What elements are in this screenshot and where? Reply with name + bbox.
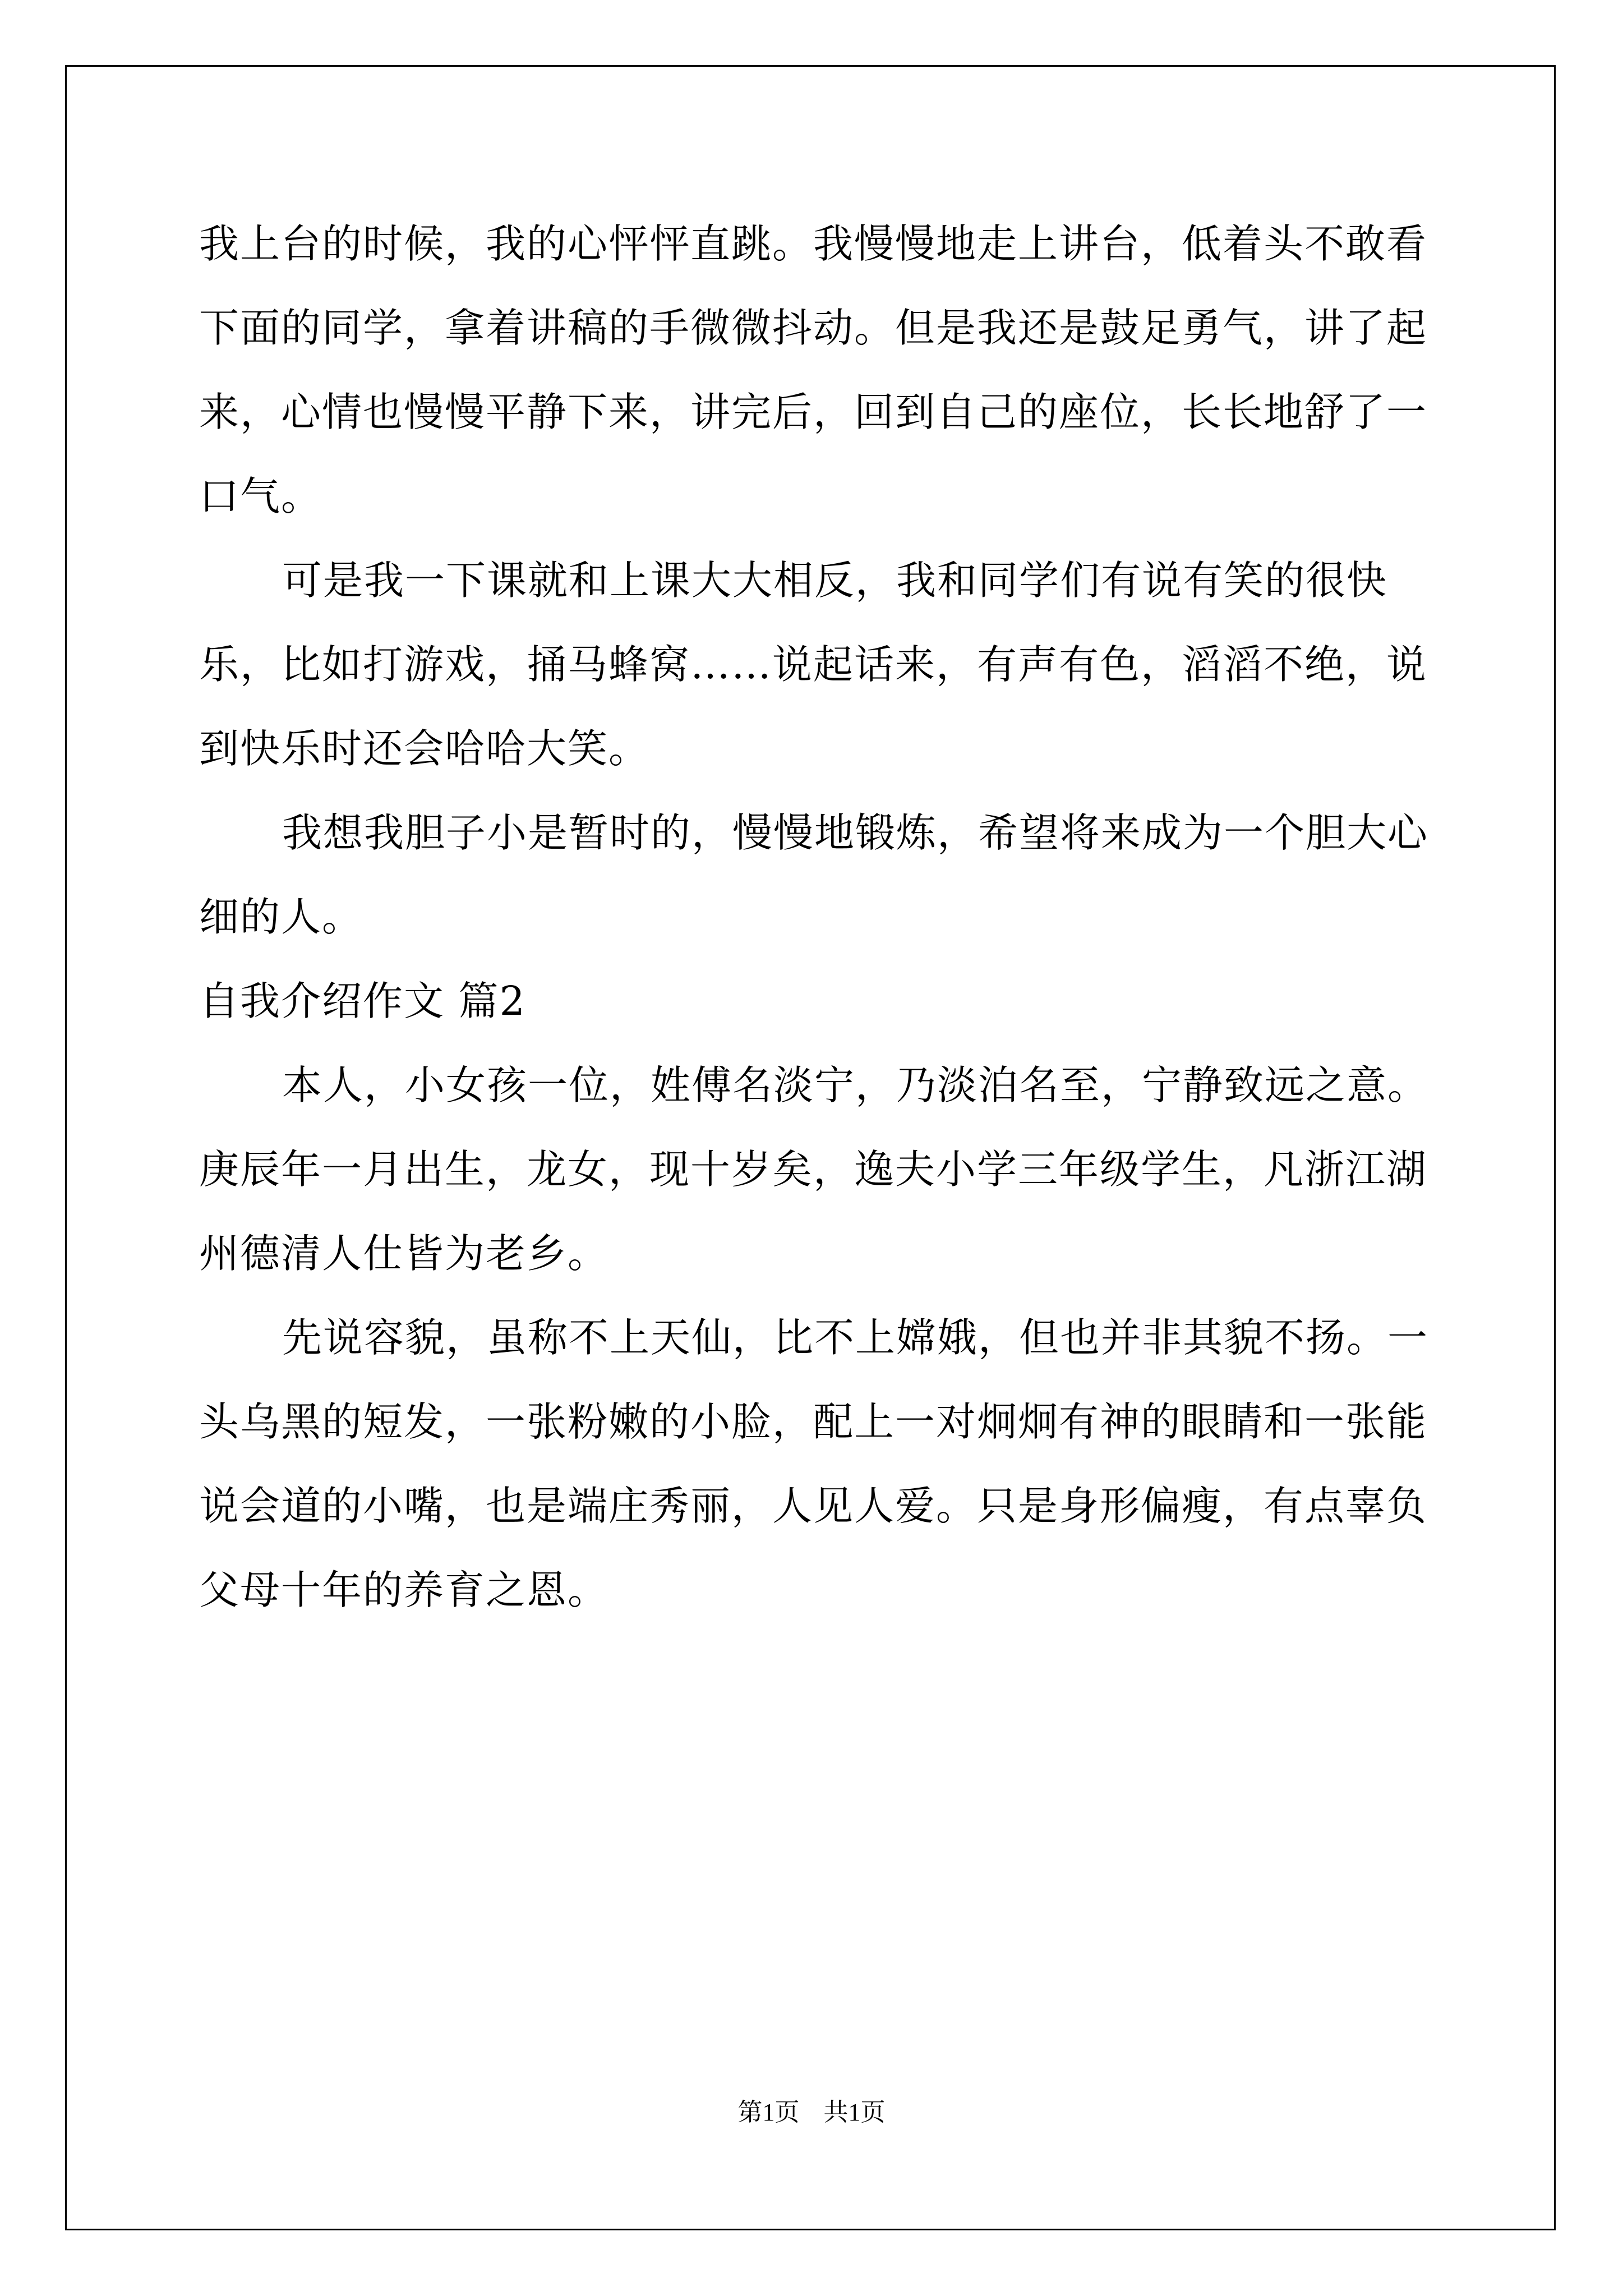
document-body (199, 202, 1438, 1632)
paragraph: 先说容貌，虽称不上天仙，比不上嫦娥，但也并非其貌不扬。一头乌黑的短发，一张粉嫩的小脸，配上一对炯炯有神的眼睛和一张能说会道的小嘴，也是端庄秀丽，人见人爱。只是身形偏瘦，有点辜负父母十年的养育之恩。 (199, 1314, 1429, 1613)
paragraph: 本人，小女孩一位，姓傅名淡宁，乃淡泊名至，宁静致远之意。庚辰年一月出生，龙女，现十岁矣，逸夫小学三年级学生，凡浙江湖州德清人仕皆为老乡。 (199, 1062, 1429, 1277)
section-title: 自我介绍作文 篇2 (199, 978, 526, 1024)
page-footer (0, 2096, 1623, 2129)
page-number: 第1页 (737, 2099, 800, 2126)
paragraph: 我上台的时候，我的心怦怦直跳。我慢慢地走上讲台，低着头不敢看下面的同学，拿着讲稿的手微微抖动。但是我还是鼓足勇气，讲了起来，心情也慢慢平静下来，讲完后，回到自己的座位，长长地舒了一口气。 (199, 220, 1428, 519)
paragraph: 可是我一下课就和上课大大相反，我和同学们有说有笑的很快乐，比如打游戏，捅马蜂窝……说起话来，有声有色，滔滔不绝，说到快乐时还会哈哈大笑。 (199, 557, 1428, 772)
page-total: 共1页 (823, 2099, 886, 2126)
paragraph: 我想我胆子小是暂时的，慢慢地锻炼，希望将来成为一个胆大心细的人。 (199, 809, 1429, 940)
